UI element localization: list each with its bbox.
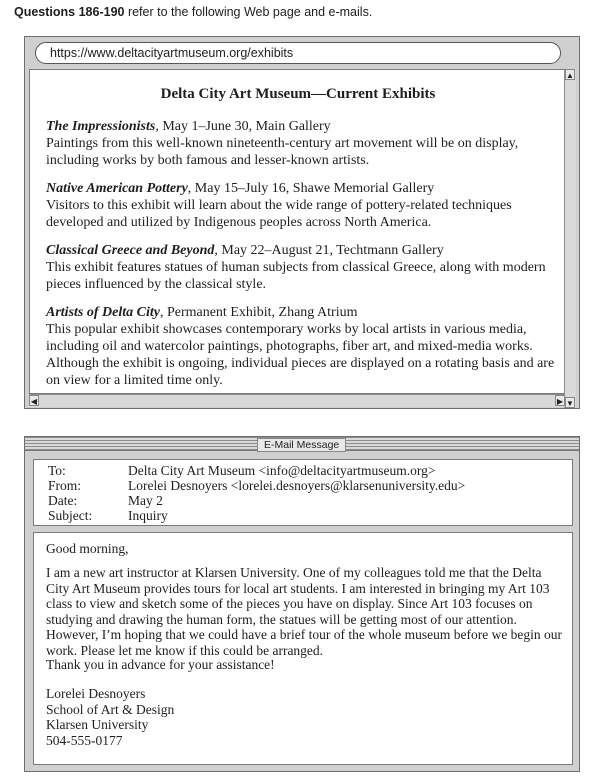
to-row — [48, 463, 436, 479]
horizontal-scrollbar[interactable] — [29, 394, 565, 407]
to-value: Delta City Art Museum <info@deltacityartmuseum.org> — [128, 463, 436, 478]
subject-value: Inquiry — [128, 508, 168, 523]
email-header-panel — [33, 459, 573, 526]
email-paragraph: Thank you in advance for your assistance! — [46, 657, 275, 672]
subject-row — [48, 508, 168, 524]
scroll-right-arrow-icon[interactable]: ▶ — [556, 397, 564, 406]
exhibit-name: The Impressionists — [46, 119, 156, 134]
signature-department: School of Art & Design — [46, 701, 175, 717]
exhibit-name: Artists of Delta City — [46, 305, 160, 320]
from-row — [48, 478, 465, 494]
email-window-title: E-Mail Message — [257, 438, 346, 452]
exhibit-details: , Permanent Exhibit, Zhang Atrium — [159, 305, 358, 320]
exhibit-details: , May 15–July 16, Shawe Memorial Gallery — [187, 181, 435, 196]
exhibit-description: Paintings from this well-known nineteenth-century art movement will be on display, including works by both famous and lesser-known artists. — [46, 136, 519, 168]
to-label: To: — [48, 463, 66, 478]
page-title: Delta City Art Museum—Current Exhibits — [160, 86, 436, 102]
web-page-content — [29, 69, 565, 394]
subject-label: Subject: — [48, 508, 93, 523]
from-label: From: — [48, 478, 82, 493]
scroll-up-arrow-icon[interactable]: ▲ — [566, 71, 574, 80]
exhibit-entry — [46, 180, 556, 231]
exhibit-name: Classical Greece and Beyond — [46, 243, 215, 258]
email-greeting: Good morning, — [46, 541, 129, 556]
address-bar[interactable] — [35, 42, 561, 64]
browser-window — [24, 36, 580, 409]
date-value: May 2 — [128, 493, 163, 508]
email-window — [24, 436, 580, 772]
exhibit-details: , May 1–June 30, Main Gallery — [155, 119, 331, 134]
exhibit-details: , May 22–August 21, Techtmann Gallery — [214, 243, 444, 258]
email-signature — [46, 686, 564, 748]
exhibit-description: This popular exhibit showcases contemporary works by local artists in various media, including oil and watercolor paintings, photographs, fiber art, and mixed-media works. Although the exhibit is ongoing, individual pieces are displayed on a rotating basis and are on view for a limited time only. — [46, 322, 555, 388]
vertical-scrollbar[interactable] — [564, 69, 576, 408]
signature-phone: 504-555-0177 — [46, 732, 123, 748]
email-paragraph: I am a new art instructor at Klarsen University. One of my colleagues told me that the Delta City Art Museum provides tours for local art students. I am interested in bringing my Art 103 class to view and sketch some of the pieces you have on display. Since Art 103 focuses on studying and drawing the human form, the statues will be getting most of our attention. However, I’m hoping that we could have a brief tour of the whole museum before we begin our work. Please let me know if this could be arranged. — [46, 565, 563, 658]
exhibit-entry — [46, 304, 556, 389]
scroll-left-arrow-icon[interactable]: ◀ — [30, 397, 38, 406]
exhibit-entry — [46, 118, 556, 169]
question-header — [14, 5, 372, 19]
email-body — [33, 532, 573, 765]
exhibit-name: Native American Pottery — [46, 181, 188, 196]
exhibit-entry — [46, 242, 556, 293]
question-instruction: refer to the following Web page and e-mails. — [124, 5, 373, 19]
exhibit-description: This exhibit features statues of human subjects from classical Greece, along with modern pieces influenced by the classical style. — [46, 260, 546, 292]
signature-name: Lorelei Desnoyers — [46, 686, 146, 701]
email-title-bar — [25, 437, 579, 451]
date-label: Date: — [48, 493, 78, 508]
question-range: Questions 186-190 — [14, 5, 125, 19]
date-row — [48, 493, 163, 509]
signature-institution: Klarsen University — [46, 717, 149, 732]
from-value: Lorelei Desnoyers <lorelei.desnoyers@klarsenuniversity.edu> — [128, 478, 466, 493]
scroll-down-arrow-icon[interactable]: ▼ — [566, 399, 574, 408]
exhibit-description: Visitors to this exhibit will learn about the wide range of pottery-related techniques developed and utilized by Indigenous peoples across North America. — [46, 198, 512, 230]
url-text: https://www.deltacityartmuseum.org/exhibits — [50, 46, 294, 60]
